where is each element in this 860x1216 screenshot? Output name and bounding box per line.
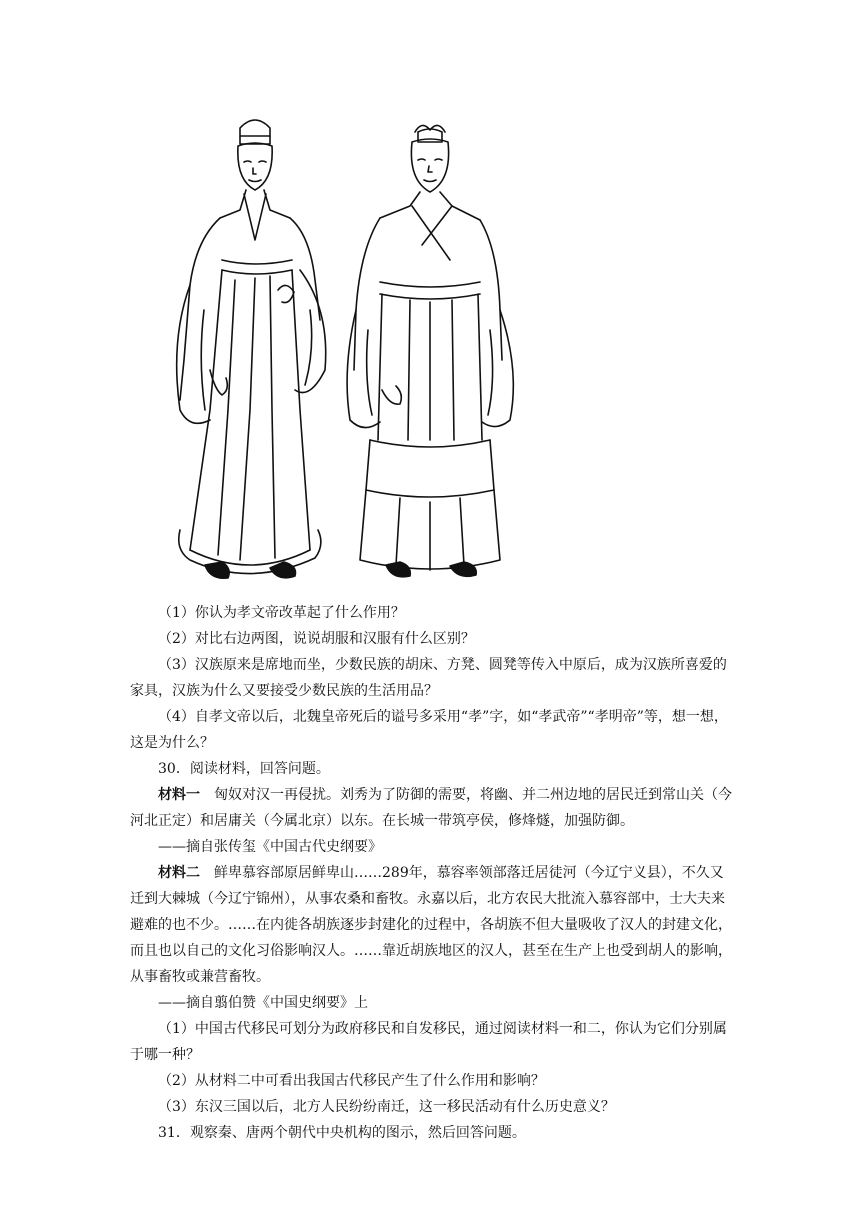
q29-item-4: （4）自孝文帝以后，北魏皇帝死后的谥号多采用“孝”字，如“孝武帝”“孝明帝”等，想一想，这是为什么？ [130, 709, 728, 751]
material-1-label: 材料一 [158, 787, 200, 803]
q30-item-1: （1）中国古代移民可划分为政府移民和自发移民，通过阅读材料一和二，你认为它们分别属于哪一种？ [130, 1021, 727, 1063]
right-figure [347, 125, 513, 576]
material-2-label: 材料二 [158, 865, 200, 881]
left-figure [177, 120, 326, 578]
hufu-hanfu-figures [160, 110, 580, 590]
material-2-text: 鲜卑慕容部原居鲜卑山……289年，慕容率领部落迁居徒河（今辽宁义县），不久又迁到大棘城（今辽宁锦州），从事农桑和畜牧。永嘉以后，北方农民大批流入慕容部中，士大夫来避难的也不少。……在内徙各胡族逐步封建化的过程中，各胡族不但大量吸收了汉人的封建文化，而且也以自己的文化习俗影响汉人。……靠近胡族地区的汉人，甚至在生产上也受到胡人的影响，从事畜牧或兼营畜牧。 [130, 865, 732, 985]
q30-title: 30．阅读材料，回答问题。 [158, 761, 330, 777]
q30-item-3: （3）东汉三国以后，北方人民纷纷南迁，这一移民活动有什么历史意义？ [158, 1099, 615, 1115]
q30-item-2: （2）从材料二中可看出我国古代移民产生了什么作用和影响？ [158, 1073, 545, 1089]
material-1-text: 匈奴对汉一再侵扰。刘秀为了防御的需要，将幽、并二州边地的居民迁到常山关（今河北正定）和居庸关（今属北京）以东。在长城一带筑亭侯，修烽燧，加强防御。 [130, 787, 732, 829]
q29-item-3: （3）汉族原来是席地而坐，少数民族的胡床、方凳、圆凳等传入中原后，成为汉族所喜爱的家具，汉族为什么又要接受少数民族的生活用品？ [130, 657, 727, 699]
material-1-source: ——摘自张传玺《中国古代史纲要》 [158, 839, 382, 855]
q29-item-2: （2）对比右边两图，说说胡服和汉服有什么区别？ [158, 631, 475, 647]
q31-title: 31．观察秦、唐两个朝代中央机构的图示，然后回答问题。 [158, 1125, 526, 1141]
q30-material-1 [130, 782, 735, 834]
q29-item-1: （1）你认为孝文帝改革起了什么作用？ [158, 605, 405, 621]
costume-illustration [160, 110, 580, 590]
question-text [130, 600, 735, 1146]
q30-material-2 [130, 860, 735, 990]
material-2-source: ——摘自翦伯赞《中国史纲要》上 [158, 995, 368, 1011]
